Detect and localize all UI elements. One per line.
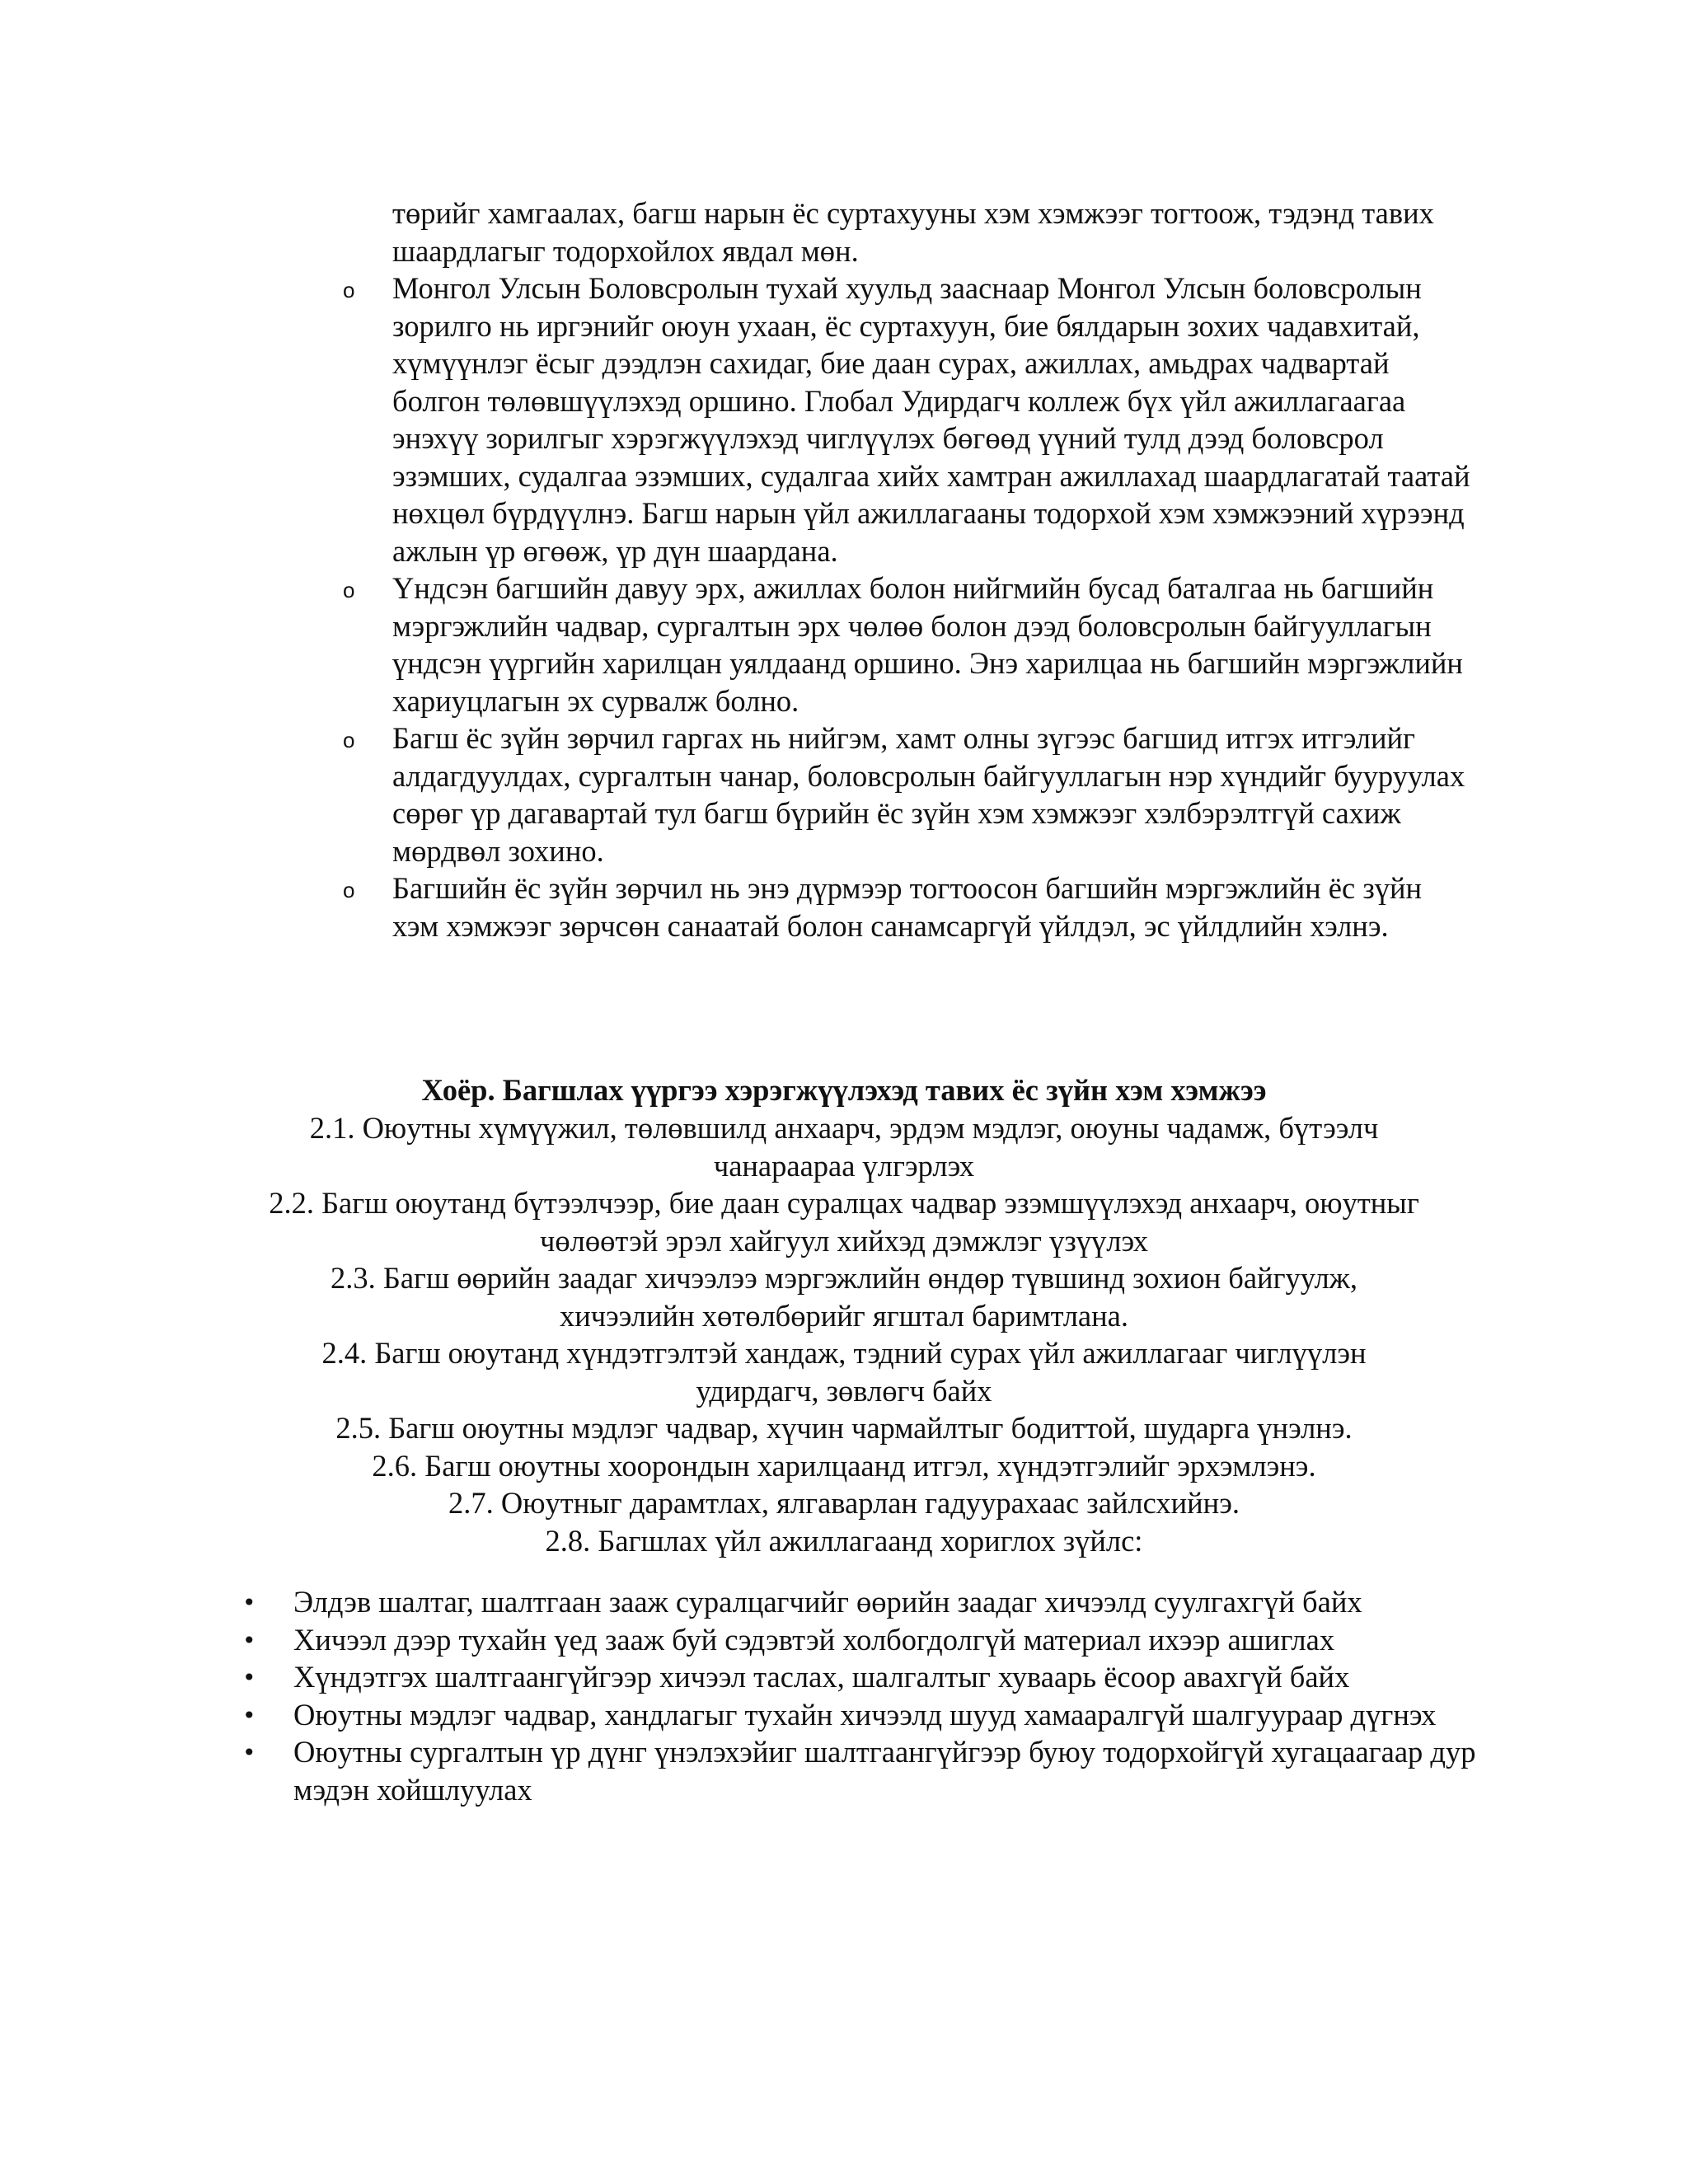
list-item <box>239 1583 1525 1621</box>
list-item-text: Монгол Улсын Боловсролын тухай хуульд зааснаар Монгол Улсын боловсролын зорилго нь иргэнийг оюун ухаан, ёс суртахуун, бие бялдарын зохих чадавхитай, хүмүүнлэг ёсыг дээдлэн сахидаг, бие даан сурах, ажиллах, амьдрах чадвартай болгон төлөвшүүлэхэд оршино. Глобал Удирдагч коллеж бүх үйл ажиллагаагаа энэхүү зорилгыг хэрэгжүүлэхэд чиглүүлэх бөгөөд үүний тулд дээд боловсрол эзэмших, судалгаа эзэмших, судалгаа хийх хамтран ажиллахад шаардлагатай таатай нөхцөл бүрдүүлнэ. Багш нарын үйл ажиллагааны тодорхой хэм хэмжээний хүрээнд ажлын үр өгөөж, үр дүн шаардана. <box>392 271 1470 568</box>
list-item-text: Багшийн ёс зүйн зөрчил нь энэ дүрмээр тогтоосон багшийн мэргэжлийн ёс зүйн хэм хэмжээг зөрчсөн санаатай болон санамсаргүй үйлдэл, эс үйлдлийн хэлнэ. <box>392 871 1423 943</box>
list-item-text: Оюутны сургалтын үр дүнг үнэлэхэйиг шалтгаангүйгээр буюу тодорхойгүй хугацаагаар дур мэдэн хойшлуулах <box>293 1735 1476 1807</box>
section-line: хичээлийн хөтөлбөрийг ягштал баримтлана. <box>560 1298 1128 1333</box>
list-item-text: Хүндэтгэх шалтгаангүйгээр хичээл таслах, шалгалтыг хуваарь ёсоор авахгүй байх <box>293 1660 1350 1694</box>
bullet-icon: • <box>242 1589 256 1616</box>
section-line: 2.2. Багш оюутанд бүтээлчээр, бие даан суралцах чадвар эзэмшүүлэхэд анхаарч, оюутныг <box>269 1186 1419 1220</box>
section-line: 2.5. Багш оюутны мэдлэг чадвар, хүчин чармайлтыг бодиттой, шударга үнэлнэ. <box>335 1411 1353 1445</box>
bullet-icon: • <box>242 1739 256 1766</box>
circle-bullet-icon: o <box>343 878 355 902</box>
list-item-text: Элдэв шалтаг, шалтгаан зааж суралцагчийг өөрийн заадаг хичээлд суулгахгүй байх <box>293 1585 1362 1619</box>
section-line: чанараараа үлгэрлэх <box>713 1148 975 1183</box>
prohibited-list <box>239 1583 1525 1808</box>
section-line: удирдагч, зөвлөгч байх <box>696 1373 992 1408</box>
list-item-text: Оюутны мэдлэг чадвар, хандлагыг тухайн хичээлд шууд хамааралгүй шалгуураар дүгнэх <box>293 1697 1437 1732</box>
list-item-text: төрийг хамгаалах, багш нарын ёс суртахууны хэм хэмжээг тогтоож, тэдэнд тавих шаардлагыг тодорхойлох явдал мөн. <box>392 196 1434 268</box>
section-line: 2.1. Оюутны хүмүүжил, төлөвшилд анхаарч, эрдэм мэдлэг, оюуны чадамж, бүтээлч <box>309 1111 1379 1145</box>
list-item <box>239 1621 1525 1659</box>
section-two <box>165 1071 1523 1559</box>
bullet-icon: • <box>242 1626 256 1654</box>
list-item <box>239 1696 1525 1734</box>
list-item-text: Үндсэн багшийн давуу эрх, ажиллах болон нийгмийн бусад баталгаа нь багшийн мэргэжлийн чадвар, сургалтын эрх чөлөө болон дээд боловсролын байгууллагын үндсэн үүргийн харилцан уялдаанд оршино. Энэ харилцаа нь багшийн мэргэжлийн хариуцлагын эх сурвалж болно. <box>392 571 1463 718</box>
section-line: 2.6. Багш оюутны хоорондын харилцаанд итгэл, хүндэтгэлийг эрхэмлэнэ. <box>372 1448 1316 1483</box>
list-item <box>338 569 1475 719</box>
circle-bullet-icon: o <box>343 278 355 302</box>
section-line: чөлөөтэй эрэл хайгуул хийхэд дэмжлэг үзүүлэх <box>540 1223 1148 1258</box>
list-item-text: Багш ёс зүйн зөрчил гаргах нь нийгэм, хамт олны зүгээс багшид итгэх итгэлийг алдагдуулдах, сургалтын чанар, боловсролын байгууллагын нэр хүндийг бууруулах сөрөг үр дагавартай тул багш бүрийн ёс зүйн хэм хэмжээг хэлбэрэлтгүй сахиж мөрдвөл зохино. <box>392 721 1465 868</box>
principles-list <box>338 194 1475 944</box>
section-line: 2.3. Багш өөрийн заадаг хичээлээ мэргэжлийн өндөр түвшинд зохион байгуулж, <box>330 1261 1358 1295</box>
bullet-icon: • <box>242 1701 256 1729</box>
list-item <box>338 269 1475 569</box>
list-item <box>338 719 1475 869</box>
section-heading: Хоёр. Багшлах үүргээ хэрэгжүүлэхэд тавих ёс зүйн хэм хэмжээ <box>421 1073 1267 1107</box>
list-item-continuation <box>338 194 1475 269</box>
section-line: 2.7. Оюутныг дарамтлах, ялгаварлан гадуурахаас зайлсхийнэ. <box>448 1486 1240 1520</box>
list-item <box>338 869 1475 944</box>
circle-bullet-icon: o <box>343 728 355 752</box>
list-item-text: Хичээл дээр тухайн үед зааж буй сэдэвтэй холбогдолгүй материал ихээр ашиглах <box>293 1622 1335 1657</box>
section-line: 2.8. Багшлах үйл ажиллагаанд хориглох зүйлс: <box>545 1523 1143 1558</box>
list-item <box>239 1733 1525 1808</box>
section-line: 2.4. Багш оюутанд хүндэтгэлтэй хандаж, тэдний сурах үйл ажиллагааг чиглүүлэн <box>321 1336 1367 1370</box>
circle-bullet-icon: o <box>343 578 355 602</box>
list-item <box>239 1658 1525 1696</box>
bullet-icon: • <box>242 1664 256 1691</box>
